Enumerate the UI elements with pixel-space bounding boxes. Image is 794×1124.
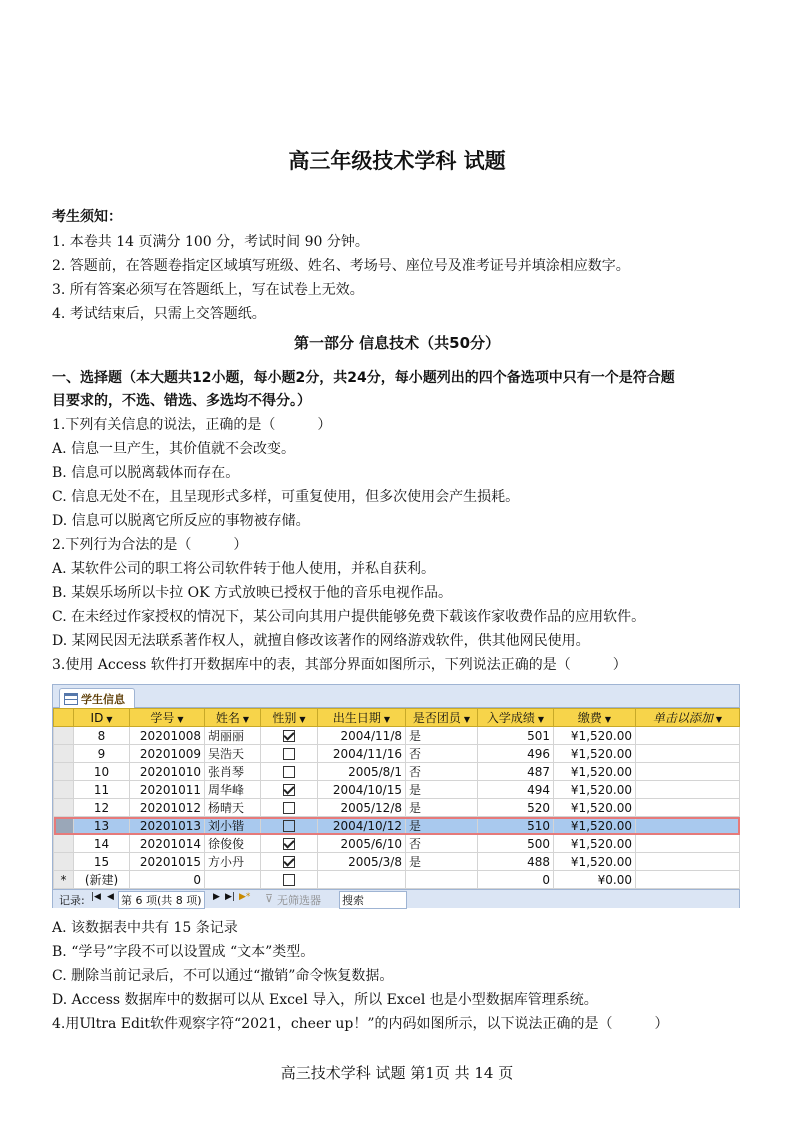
record-label: 记录: — [59, 894, 85, 907]
cell-fee[interactable]: ¥1,520.00 — [554, 835, 636, 853]
dropdown-arrow-icon: ▼ — [715, 715, 723, 724]
new-record-row[interactable] — [54, 871, 740, 889]
cell-xh[interactable]: 0 — [130, 871, 205, 889]
cell-birth[interactable]: 2005/12/8 — [318, 799, 406, 817]
next-record-icon[interactable]: ▶ — [213, 892, 220, 902]
column-header-name[interactable] — [205, 709, 261, 727]
access-table-tab[interactable] — [59, 688, 135, 708]
q2-option-b: B. 某娱乐场所以卡拉 OK 方式放映已授权于他的音乐电视作品。 — [52, 585, 453, 601]
cell-add[interactable] — [636, 763, 740, 781]
checkbox[interactable] — [283, 802, 295, 814]
q2-option-a: A. 某软件公司的职工将公司软件转于他人使用，并私自获利。 — [52, 561, 436, 577]
checkbox[interactable] — [283, 766, 295, 778]
cell-xh[interactable]: 20201010 — [130, 763, 205, 781]
cell-score[interactable]: 501 — [478, 727, 554, 745]
q1-option-d: D. 信息可以脱离它所反应的事物被存储。 — [52, 513, 310, 529]
access-datasheet — [52, 684, 740, 908]
column-label: 姓名 — [215, 711, 240, 725]
column-header-score[interactable] — [478, 709, 554, 727]
cell-id[interactable]: 15 — [74, 853, 130, 871]
cell-name[interactable]: 刘小锴 — [205, 817, 261, 835]
cell-member[interactable]: 是 — [406, 853, 478, 871]
cell-add[interactable] — [636, 745, 740, 763]
cell-name[interactable]: 方小丹 — [205, 853, 261, 871]
cell-fee[interactable]: ¥1,520.00 — [554, 763, 636, 781]
dropdown-arrow-icon: ▼ — [463, 715, 471, 724]
checkbox[interactable] — [283, 874, 295, 886]
table-row[interactable] — [54, 835, 740, 853]
column-label: 入学成绩 — [486, 711, 535, 725]
section-heading-cont: 目要求的，不选、错选、多选均不得分。） — [52, 393, 311, 409]
cell-birth[interactable]: 2004/10/15 — [318, 781, 406, 799]
cell-sex[interactable] — [261, 835, 318, 853]
q1-stem: 1.下列有关信息的说法，正确的是（ ） — [52, 417, 332, 433]
table-row[interactable] — [54, 763, 740, 781]
column-header-member[interactable] — [406, 709, 478, 727]
notice-item: 1. 本卷共 14 页满分 100 分，考试时间 90 分钟。 — [52, 234, 369, 250]
notice-heading: 考生须知： — [52, 209, 122, 225]
column-label: 出生日期 — [332, 711, 381, 725]
cell-sex[interactable] — [261, 727, 318, 745]
q3-option-a: A. 该数据表中共有 15 条记录 — [52, 920, 238, 936]
cell-member[interactable]: 否 — [406, 745, 478, 763]
row-selector[interactable] — [54, 727, 74, 745]
previous-record-icon[interactable]: ◀ — [107, 892, 114, 902]
row-selector[interactable] — [54, 763, 74, 781]
column-label: ID — [90, 710, 104, 725]
cell-add[interactable] — [636, 817, 740, 835]
cell-fee[interactable]: ¥1,520.00 — [554, 781, 636, 799]
column-header-birth[interactable] — [318, 709, 406, 727]
q2-stem: 2.下列行为合法的是（ ） — [52, 537, 248, 553]
cell-sex[interactable] — [261, 817, 318, 835]
table-row[interactable] — [54, 781, 740, 799]
table-icon — [64, 693, 78, 705]
cell-fee[interactable]: ¥1,520.00 — [554, 745, 636, 763]
cell-score[interactable]: 0 — [478, 871, 554, 889]
cell-member[interactable]: 是 — [406, 727, 478, 745]
cell-birth[interactable] — [318, 871, 406, 889]
cell-sex[interactable] — [261, 853, 318, 871]
column-label: 单击以添加 — [652, 711, 713, 725]
dropdown-arrow-icon: ▼ — [299, 715, 306, 724]
record-navigator — [53, 889, 739, 908]
q1-option-b: B. 信息可以脱离载体而存在。 — [52, 465, 240, 481]
cell-xh[interactable]: 20201009 — [130, 745, 205, 763]
cell-id[interactable]: 14 — [74, 835, 130, 853]
cell-add[interactable] — [636, 835, 740, 853]
checkbox[interactable] — [283, 748, 295, 760]
cell-id[interactable]: (新建) — [74, 871, 130, 889]
cell-score[interactable]: 487 — [478, 763, 554, 781]
cell-name[interactable]: 张肖琴 — [205, 763, 261, 781]
row-selector[interactable] — [54, 817, 74, 835]
cell-member[interactable]: 是 — [406, 781, 478, 799]
cell-score[interactable]: 520 — [478, 799, 554, 817]
dropdown-arrow-icon: ▼ — [177, 715, 184, 724]
cell-birth[interactable]: 2004/10/12 — [318, 817, 406, 835]
row-selector[interactable] — [54, 781, 74, 799]
cell-score[interactable]: 488 — [478, 853, 554, 871]
row-selector[interactable] — [54, 799, 74, 817]
checkbox[interactable] — [283, 820, 295, 832]
cell-xh[interactable]: 20201011 — [130, 781, 205, 799]
cell-score[interactable]: 496 — [478, 745, 554, 763]
cell-add[interactable] — [636, 781, 740, 799]
cell-name[interactable]: 周华峰 — [205, 781, 261, 799]
notice-item: 3. 所有答案必须写在答题纸上，写在试卷上无效。 — [52, 282, 364, 298]
row-selector[interactable] — [54, 853, 74, 871]
checkbox[interactable] — [283, 730, 295, 742]
checkbox[interactable] — [283, 784, 295, 796]
cell-name[interactable]: 胡丽丽 — [205, 727, 261, 745]
cell-birth[interactable]: 2005/3/8 — [318, 853, 406, 871]
cell-add[interactable] — [636, 727, 740, 745]
column-header-xh[interactable] — [130, 709, 205, 727]
cell-id[interactable]: 10 — [74, 763, 130, 781]
tab-label: 学生信息 — [81, 693, 125, 706]
q3-option-c: C. 删除当前记录后，不可以通过“撤销”命令恢复数据。 — [52, 968, 394, 984]
q3-option-b: B. “学号”字段不可以设置成 “文本”类型。 — [52, 944, 315, 960]
page-title: 高三年级技术学科 试题 — [288, 149, 506, 173]
table-row[interactable] — [54, 799, 740, 817]
cell-xh[interactable]: 20201013 — [130, 817, 205, 835]
new-record-icon[interactable]: ▶* — [239, 892, 251, 902]
header-row — [54, 709, 740, 727]
dropdown-arrow-icon: ▼ — [604, 715, 612, 724]
checkbox[interactable] — [283, 856, 295, 868]
cell-name[interactable]: 徐俊俊 — [205, 835, 261, 853]
cell-score[interactable]: 510 — [478, 817, 554, 835]
cell-add[interactable] — [636, 799, 740, 817]
cell-birth[interactable]: 2005/8/1 — [318, 763, 406, 781]
part-heading: 第一部分 信息技术（共50分） — [293, 334, 501, 352]
column-header-add[interactable] — [636, 709, 740, 727]
cell-fee[interactable]: ¥1,520.00 — [554, 817, 636, 835]
cell-fee[interactable]: ¥0.00 — [554, 871, 636, 889]
notice-item: 4. 考试结束后，只需上交答题纸。 — [52, 306, 266, 322]
q4-stem: 4.用Ultra Edit软件观察字符“2021，cheer up！”的内码如图所示，以下说法正确的是（ ） — [52, 1016, 669, 1032]
cell-member[interactable]: 否 — [406, 835, 478, 853]
cell-member[interactable] — [406, 871, 478, 889]
q3-stem: 3.使用 Access 软件打开数据库中的表，其部分界面如图所示，下列说法正确的是（ ） — [52, 657, 627, 673]
column-header-sex[interactable] — [261, 709, 318, 727]
cell-birth[interactable]: 2005/6/10 — [318, 835, 406, 853]
column-header-fee[interactable] — [554, 709, 636, 727]
cell-sex[interactable] — [261, 871, 318, 889]
section-heading: 一、选择题（本大题共12小题，每小题2分，共24分，每小题列出的四个备选项中只有一个是符合题 — [52, 370, 675, 386]
cell-name[interactable]: 吴浩天 — [205, 745, 261, 763]
cell-member[interactable]: 是 — [406, 799, 478, 817]
dropdown-arrow-icon: ▼ — [383, 715, 391, 724]
filter-status[interactable]: 无筛选器 — [277, 894, 321, 907]
first-record-icon[interactable]: |◀ — [91, 892, 101, 902]
cell-id[interactable]: 9 — [74, 745, 130, 763]
cell-sex[interactable] — [261, 763, 318, 781]
column-label: 是否团员 — [412, 711, 461, 725]
cell-add[interactable] — [636, 853, 740, 871]
dropdown-arrow-icon: ▼ — [106, 714, 113, 724]
table-row[interactable] — [54, 727, 740, 745]
table-row[interactable] — [54, 853, 740, 871]
cell-birth[interactable]: 2004/11/8 — [318, 727, 406, 745]
new-row-marker[interactable]: * — [54, 871, 74, 889]
q1-option-a: A. 信息一旦产生，其价值就不会改变。 — [52, 441, 296, 457]
row-selector[interactable] — [54, 835, 74, 853]
cell-member[interactable]: 否 — [406, 763, 478, 781]
cell-score[interactable]: 500 — [478, 835, 554, 853]
cell-id[interactable]: 12 — [74, 799, 130, 817]
cell-sex[interactable] — [261, 781, 318, 799]
cell-xh[interactable]: 20201008 — [130, 727, 205, 745]
column-label: 性别 — [272, 711, 297, 725]
dropdown-arrow-icon: ▼ — [537, 715, 545, 724]
cell-birth[interactable]: 2004/11/16 — [318, 745, 406, 763]
checkbox[interactable] — [283, 838, 295, 850]
table-row[interactable] — [54, 745, 740, 763]
last-record-icon[interactable]: ▶| — [225, 892, 235, 902]
column-header-id[interactable] — [74, 709, 130, 727]
dropdown-arrow-icon: ▼ — [242, 715, 250, 724]
row-selector[interactable] — [54, 745, 74, 763]
no-filter-icon: ⊽ — [265, 892, 274, 905]
q1-option-c: C. 信息无处不在，且呈现形式多样，可重复使用，但多次使用会产生损耗。 — [52, 489, 520, 505]
cell-sex[interactable] — [261, 799, 318, 817]
search-input[interactable]: 搜索 — [339, 891, 407, 909]
cell-member[interactable]: 是 — [406, 817, 478, 835]
cell-xh[interactable]: 20201014 — [130, 835, 205, 853]
access-tab-bar — [53, 685, 739, 708]
cell-id[interactable]: 11 — [74, 781, 130, 799]
datasheet-grid — [53, 708, 740, 889]
q2-option-d: D. 某网民因无法联系著作权人，就擅自修改该著作的网络游戏软件，供其他网民使用。 — [52, 633, 590, 649]
cell-fee[interactable]: ¥1,520.00 — [554, 799, 636, 817]
cell-fee[interactable]: ¥1,520.00 — [554, 853, 636, 871]
notice-item: 2. 答题前，在答题卷指定区域填写班级、姓名、考场号、座位号及准考证号并填涂相应数字。 — [52, 258, 630, 274]
cell-name[interactable]: 杨晴天 — [205, 799, 261, 817]
column-label: 缴费 — [577, 711, 602, 725]
cell-score[interactable]: 494 — [478, 781, 554, 799]
cell-fee[interactable]: ¥1,520.00 — [554, 727, 636, 745]
cell-id[interactable]: 13 — [74, 817, 130, 835]
column-label: 学号 — [150, 711, 175, 725]
page-footer: 高三技术学科 试题 第1页 共 14 页 — [280, 1064, 514, 1082]
cell-name[interactable] — [205, 871, 261, 889]
cell-xh[interactable]: 20201015 — [130, 853, 205, 871]
cell-add[interactable] — [636, 871, 740, 889]
cell-id[interactable]: 8 — [74, 727, 130, 745]
q3-option-d: D. Access 数据库中的数据可以从 Excel 导入，所以 Excel 也是小型数据库管理系统。 — [52, 992, 598, 1008]
cell-sex[interactable] — [261, 745, 318, 763]
cell-xh[interactable]: 20201012 — [130, 799, 205, 817]
select-all-cell[interactable] — [54, 709, 74, 727]
q2-option-c: C. 在未经过作家授权的情况下，某公司向其用户提供能够免费下载该作家收费作品的应用软件。 — [52, 609, 646, 625]
record-position-box[interactable]: 第 6 项(共 8 项) — [118, 891, 205, 909]
table-row[interactable] — [54, 817, 740, 835]
